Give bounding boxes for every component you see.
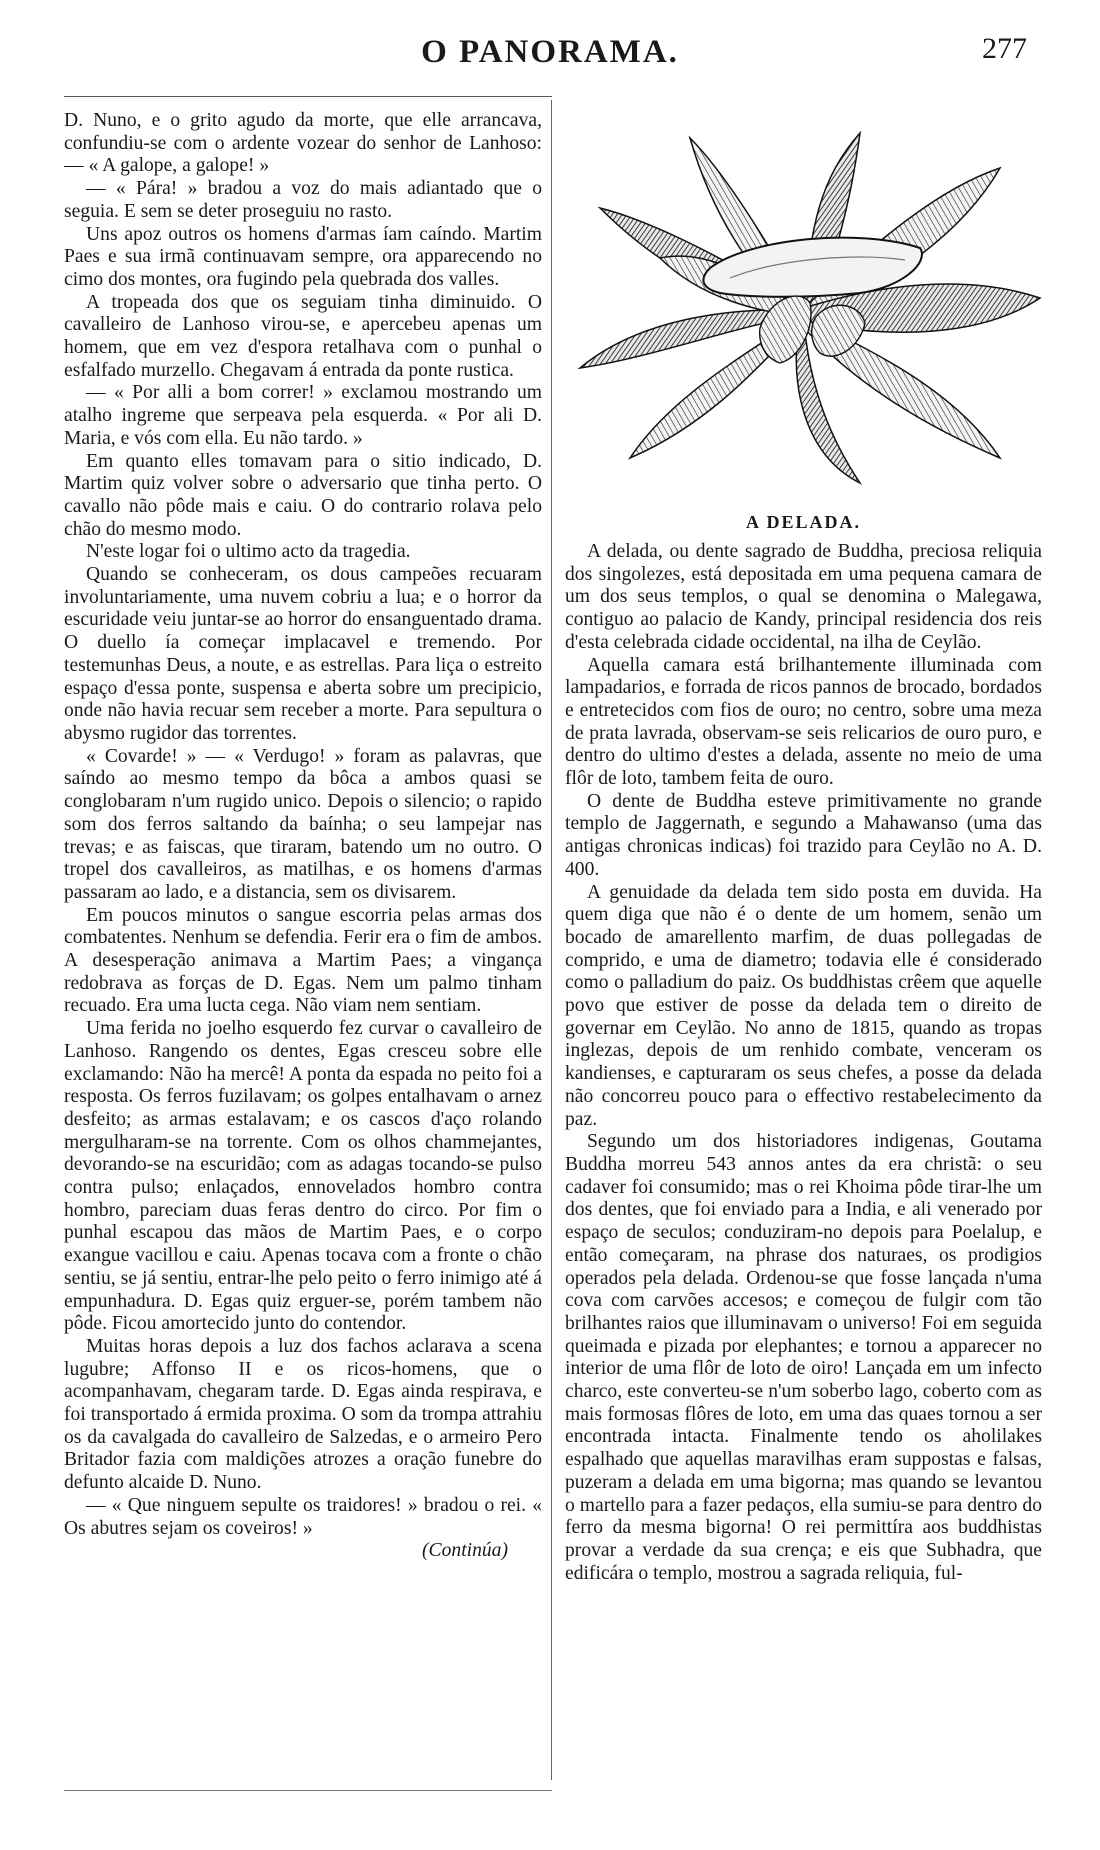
right-column	[565, 541, 1042, 1585]
figure-caption: A DELADA.	[745, 512, 861, 532]
paragraph: Uma ferida no joelho esquerdo fez curvar o cavalleiro de Lanhoso. Rangendo os dentes, Egas cresceu sobre elle exclamando: Não ha mercê! A ponta da espada no peito foi a resposta. Os ferros fuzilavam; os golpes entalhavam o arnez desfeito; as armas estalavam; e os cascos d'aço rolando mergulharam-se na torrente. Com os olhos chammejantes, devorando-se na escuridão; com as adagas tocando-se pulso contra pulso; enlaçados, ennovelados hombro contra hombro, pareciam duas feras dentro do circo. Por fim o punhal escapou das mãos de Martim Paes, e o corpo exangue vacillou e caiu. Apenas tocava com a fronte o chão sentiu, se já sentiu, entrar-lhe pelo peito o ferro inimigo até á empunhadura. D. Egas quiz erguer-se, porém tambem não pôde. Ficou amortecido junto do contendor.	[64, 1018, 542, 1335]
paragraph: O dente de Buddha esteve primitivamente no grande templo de Jaggernath, e segundo a Mahawanso (uma das antigas chronicas indicas) foi trazido para Ceylão no A. D. 400.	[565, 790, 1042, 880]
footer-rule	[64, 1790, 552, 1791]
lotus-illustration	[560, 128, 1048, 488]
paragraph: A tropeada dos que os seguiam tinha diminuido. O cavalleiro de Lanhoso virou-se, e apercebeu apenas um homem, que em vez d'espora retalhava com o punhal o esfalfado murzello. Chegavam á entrada da ponte rustica.	[64, 291, 542, 381]
left-column	[64, 110, 542, 1563]
column-divider	[551, 100, 552, 1780]
paragraph: — « Que ninguem sepulte os traidores! » bradou o rei. « Os abutres sejam os coveiros! »	[64, 1494, 542, 1539]
paragraph: Muitas horas depois a luz dos fachos aclarava a scena lugubre; Affonso II e os ricos-homens, que o acompanhavam, chegaram tarde. D. Egas ainda respirava, e foi transportado á ermida proxima. O som da trompa attrahiu os da cavalgada do cavalleiro de Salzedas, e o armeiro Pero Britador fazia com maldições atrozes a oração funebre do defunto alcaide D. Nuno.	[64, 1335, 542, 1494]
paragraph: Segundo um dos historiadores indigenas, Goutama Buddha morreu 543 annos antes da era christã: o seu cadaver foi consumido; mas o rei Khoima pôde tirar-lhe um dos dentes, que foi enviado para a India, e ali venerado por espaço de seculos; conduziram-no depois para Poelalup, e então começaram, na phrase dos naturaes, os prodigios operados pela delada. Ordenou-se que fosse lançada n'uma cova com carvões accesos; e começou de fulgir com tão brilhantes raios que illuminavam o universo! Foi em seguida queimada e pizada por elephantes; e tornou a apparecer no interior de uma flôr de loto de oiro! Lançada em um infecto charco, este converteu-se n'um soberbo lago, coberto com as mais formosas flôres de loto, em uma das quaes tornou a ser encontrada intacta. Finalmente tendo os aholilakes espalhado que aquellas maravilhas eram suppostas e falsas, puzeram a delada em uma bigorna; mas quando se levantou o martello para a fazer pedaços, ella sumiu-se para dentro do ferro da mesma bigorna! O rei permittíra aos buddhistas provar a verdade da sua crença; e eis que Subhadra, que edificára o templo, mostrou a sagrada reliquia, ful-	[565, 1131, 1042, 1584]
masthead-title: O PANORAMA.	[421, 34, 679, 70]
continued-note: (Continúa)	[422, 1540, 508, 1562]
paragraph: « Covarde! » — « Verdugo! » foram as palavras, que saíndo ao mesmo tempo da bôca a ambos quasi se conglobaram n'um rugido unico. Depois o silencio; o rapido som dos ferros saltando da baínha; o seu lampejar nas trevas; e as faiscas, que tiraram, batendo um no outro. O tropel dos cavalleiros, as matilhas, e os homens d'armas passaram ao lado, e a distancia, sem os divisarem.	[64, 745, 542, 903]
paragraph: — « Pára! » bradou a voz do mais adiantado que o seguia. E sem se deter proseguiu no rasto.	[64, 178, 542, 222]
paragraph: Em poucos minutos o sangue escorria pelas armas dos combatentes. Nenhum se defendia. Ferir era o fim de ambos. A desesperação animava a Martim Paes; a vingança redobrava as forças de D. Egas. Nem um palmo tinham recuado. Era uma lucta cega. Não viam nem sentiam.	[64, 904, 542, 1017]
paragraph: A genuidade da delada tem sido posta em duvida. Ha quem diga que não é o dente de um homem, senão um bocado de amarellento marfim, de duas pollegadas de comprido, e uma de diametro; todavia elle é considerado como o palladium do paiz. Os buddhistas crêem que aquelle povo que estiver de posse da delada tem o direito de governar em Ceylão. No anno de 1815, quando as tropas inglezas, depois de um renhido combate, venceram os kandienses, e capturaram os seus chefes, a posse da delada não concorreu pouco para o effectivo restabelecimento da paz.	[565, 881, 1042, 1130]
page-number: 277	[982, 32, 1027, 65]
paragraph: D. Nuno, e o grito agudo da morte, que elle arrancava, confundiu-se com o ardente vozear do senhor de Lanhoso: — « A galope, a galope! »	[64, 110, 542, 177]
delada-engraving	[560, 128, 1048, 488]
paragraph: Em quanto elles tomavam para o sitio indicado, D. Martim quiz volver sobre o adversario que tinha perto. O cavallo não pôde mais e caiu. O do contrario rolava pelo chão do mesmo modo.	[64, 450, 542, 540]
header-rule	[64, 96, 552, 97]
paragraph: N'este logar foi o ultimo acto da tragedia.	[86, 541, 411, 563]
paragraph: A delada, ou dente sagrado de Buddha, preciosa reliquia dos singolezes, está depositada em uma pequena camara de um dos seus templos, o qual se denomina o Malegawa, contiguo ao palacio de Kandy, principal residencia dos reis d'esta celebrada cidade occidental, na ilha de Ceylão.	[565, 541, 1042, 653]
paragraph: Uns apoz outros os homens d'armas íam caíndo. Martim Paes e sua irmã continuavam sempre, ora apparecendo no cimo dos montes, ora fugindo pela quebrada dos valles.	[64, 223, 542, 290]
paragraph: Aquella camara está brilhantemente illuminada com lampadarios, e forrada de ricos pannos de brocado, bordados e entretecidos com fios de ouro; no centro, sobre uma meza de prata lavrada, observam-se seis relicarios de ouro puro, e dentro do ultimo d'estes a delada, assente no meio de uma flôr de loto, tambem feita de ouro.	[565, 654, 1042, 790]
paragraph: Quando se conheceram, os dous campeões recuaram involuntariamente, uma nuvem cobriu a lua; e o horror da escuridade veiu juntar-se ao horror do ensanguentado drama. O duello ía começar implacavel e tremendo. Por testemunhas Deus, a noute, e as estrellas. Para liça o estreito espaço d'essa ponte, suspensa e aberta sobre um precipicio, onde não havia recuar sem receber a morte. Para sepultura o abysmo rugidor das torrentes.	[64, 564, 542, 744]
paragraph: — « Por alli a bom correr! » exclamou mostrando um atalho ingreme que serpeava pela esquerda. « Por ali D. Maria, e vós com ella. Eu não tardo. »	[64, 382, 542, 449]
